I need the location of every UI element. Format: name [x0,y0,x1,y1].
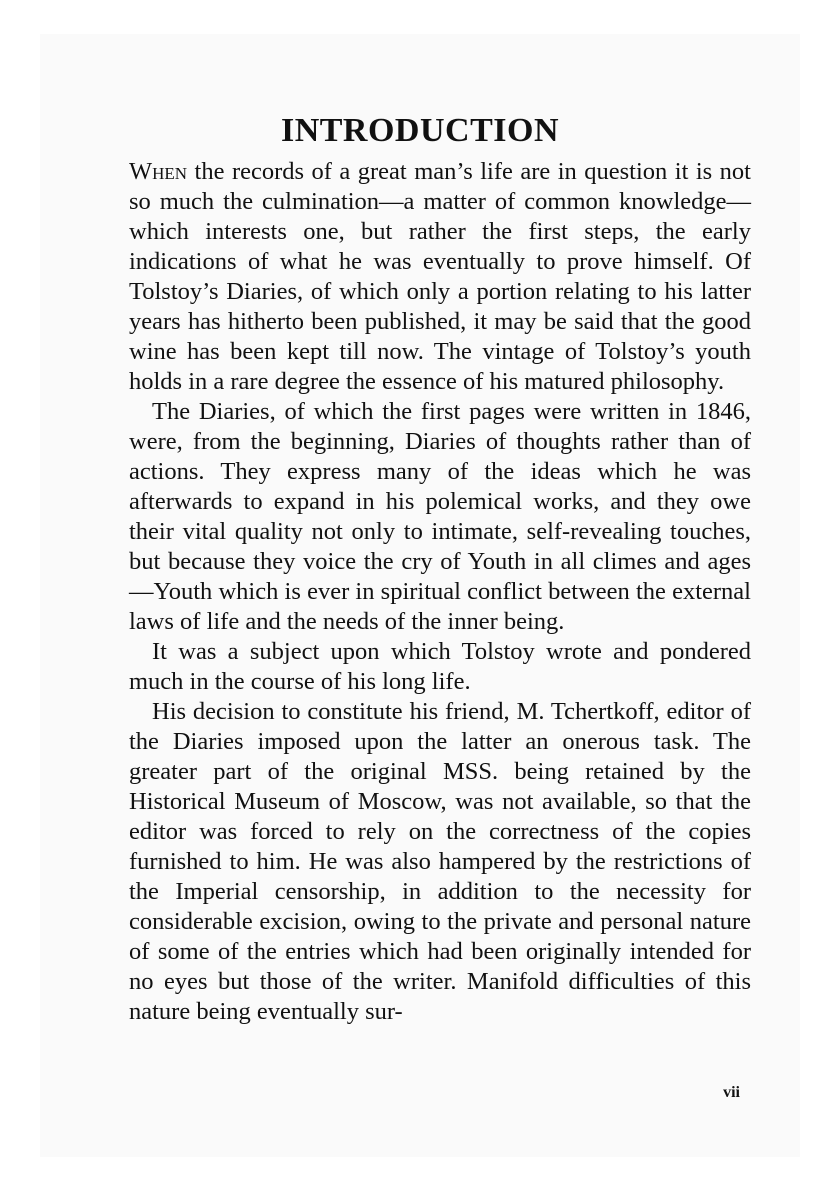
paragraph-1-text: the records of a great man’s life are in question it is not so much the culmination—a matter of common knowledge—which interests one, but rather the first steps, the early indications of what he was eventually to prove himself. Of Tolstoy’s Diaries, of which only a portion relating to his latter years has hitherto been published, it may be said that the good wine has been kept till now. The vintage of Tolstoy’s youth holds in a rare degree the essence of his matured philosophy. [129,158,751,395]
page-title: INTRODUCTION [280,111,560,149]
paragraph-3: It was a subject upon which Tolstoy wrote and pondered much in the course of his long life. [129,638,751,695]
paragraph-4: His decision to constitute his friend, M. Tchertkoff, editor of the Diaries imposed upon the latter an onerous task. The greater part of the original MSS. being retained by the Historical Museum of Moscow, was not available, so that the editor was forced to rely on the correctness of the copies furnished to him. He was also hampered by the restrictions of the Imperial censorship, in addition to the necessity for considerable excision, owing to the private and personal nature of some of the entries which had been originally intended for no eyes but those of the writer. Manifold difficulties of this nature being eventually sur- [129,698,751,1025]
body-text [129,157,751,1027]
paragraph-1 [129,157,751,397]
opening-word: When [129,158,188,185]
page-number: vii [723,1084,740,1101]
paragraph-2: The Diaries, of which the first pages were written in 1846, were, from the beginning, Diaries of thoughts rather than of actions. They express many of the ideas which he was afterwards to expand in his polemical works, and they owe their vital quality not only to intimate, self-revealing touches, but because they voice the cry of Youth in all climes and ages—Youth which is ever in spiritual conflict between the external laws of life and the needs of the inner being. [129,398,751,635]
book-page [40,34,800,1157]
